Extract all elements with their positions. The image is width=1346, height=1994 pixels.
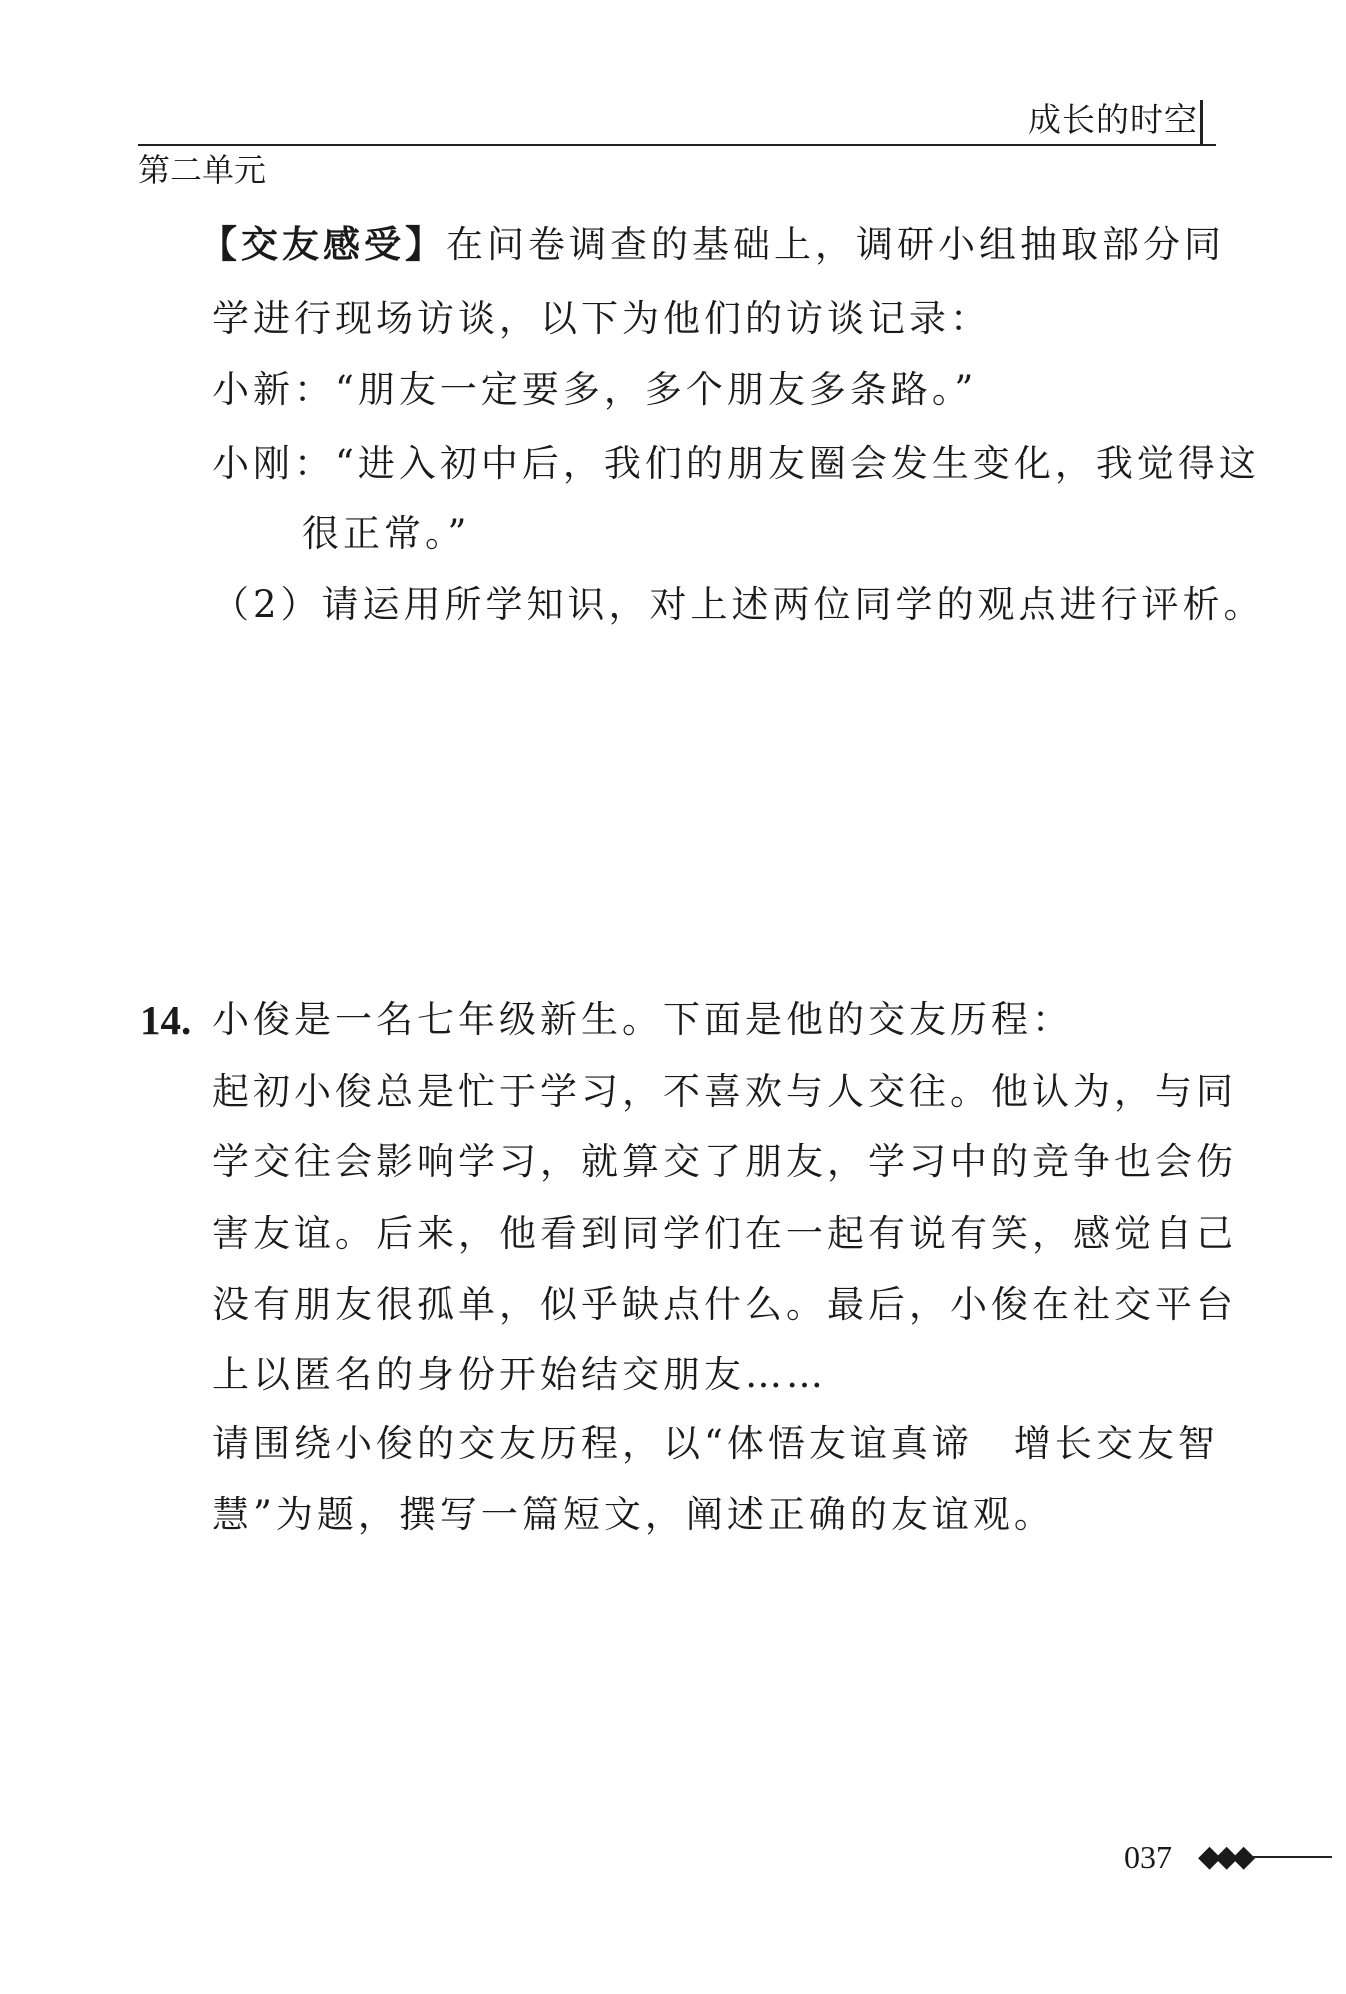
quote-xiaogang-line2: 很正常。” xyxy=(302,512,471,555)
question14-line3: 学交往会影响学习，就算交了朋友，学习中的竞争也会伤 xyxy=(212,1140,1237,1183)
diamond-ornament-icon: ◆◆◆ xyxy=(1198,1839,1250,1874)
title-divider xyxy=(1200,100,1203,144)
friendship-intro-text: 在问卷调查的基础上，调研小组抽取部分同 xyxy=(446,223,1225,266)
quote-xiaoxin: 小新：“朋友一定要多，多个朋友多条路。” xyxy=(212,368,978,411)
header-rule xyxy=(138,144,1216,146)
question14-line4: 害友谊。后来，他看到同学们在一起有说有笑，感觉自己 xyxy=(212,1212,1237,1255)
book-title: 成长的时空 xyxy=(1028,100,1198,139)
page-number: 037 xyxy=(1124,1839,1172,1875)
sub-question-2: （2）请运用所学知识，对上述两位同学的观点进行评析。 xyxy=(212,583,1265,626)
section-heading: 【交友感受】 xyxy=(200,222,446,266)
question14-line5: 没有朋友很孤单，似乎缺点什么。最后，小俊在社交平台 xyxy=(212,1283,1237,1326)
friendship-intro-line1 xyxy=(200,222,1225,267)
question-number: 14. xyxy=(140,997,192,1043)
question14-line7: 请围绕小俊的交友历程，以“体悟友谊真谛 增长交友智 xyxy=(212,1422,1219,1465)
question14-line8: 慧”为题，撰写一篇短文，阐述正确的友谊观。 xyxy=(212,1493,1055,1536)
question14-line2: 起初小俊总是忙于学习，不喜欢与人交往。他认为，与同 xyxy=(212,1070,1237,1113)
quote-xiaogang-line1: 小刚：“进入初中后，我们的朋友圈会发生变化，我觉得这 xyxy=(212,442,1260,485)
footer-rule xyxy=(1252,1856,1332,1858)
unit-label: 第二单元 xyxy=(138,151,267,189)
question14-line6: 上以匿名的身份开始结交朋友…… xyxy=(212,1353,827,1396)
friendship-intro-line2: 学进行现场访谈，以下为他们的访谈记录： xyxy=(212,297,991,340)
question14-line1: 小俊是一名七年级新生。下面是他的交友历程： xyxy=(212,998,1073,1041)
